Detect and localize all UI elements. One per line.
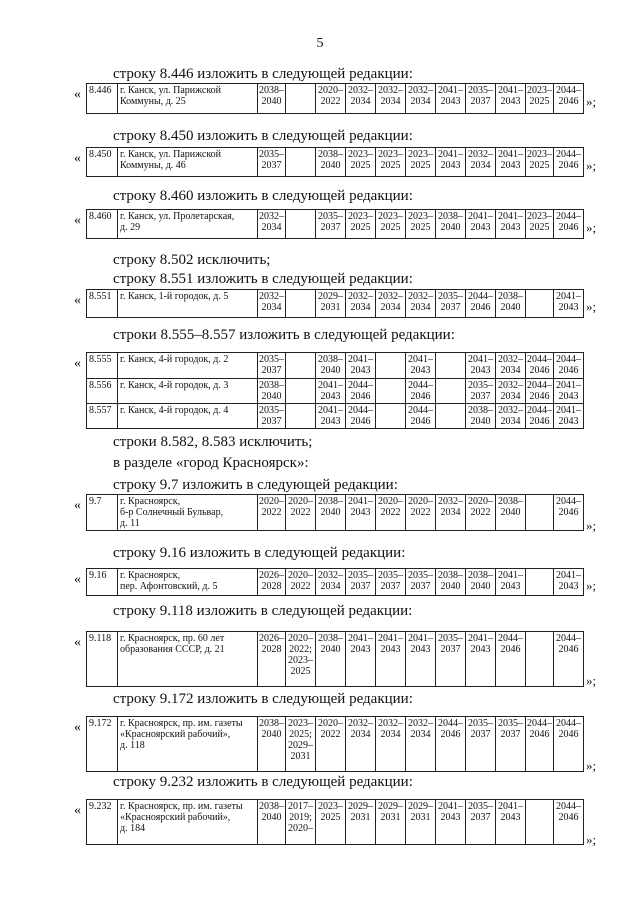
instruction-line: строку 8.460 изложить в следующей редакции:	[113, 188, 413, 204]
period-cell: 2020– 2022	[316, 717, 346, 772]
period-cell: 2032– 2034	[346, 84, 376, 114]
period-cell: 2017– 2019; 2020–	[286, 800, 316, 845]
period-cell: 2035– 2037	[376, 569, 406, 596]
period-cell: 2044– 2046	[527, 380, 552, 402]
period-cell: 2032– 2034	[496, 379, 526, 404]
table-row	[87, 290, 584, 318]
row-number: 8.555	[87, 353, 118, 379]
period-cell: 2035– 2037	[436, 632, 466, 687]
instruction-line: строку 8.502 исключить;	[113, 252, 271, 268]
row-number: 9.172	[87, 717, 118, 772]
close-quote: »;	[586, 220, 597, 235]
page-number: 5	[316, 36, 324, 51]
period-cell: 2032– 2034	[258, 210, 286, 239]
period-cell: 2029– 2031	[316, 290, 346, 318]
address-cell: г. Канск, 4-й городок, д. 4	[118, 404, 258, 429]
table-row	[87, 84, 584, 114]
table-row	[87, 210, 584, 239]
period-cell: 2023– 2025; 2029– 2031	[286, 717, 316, 772]
amendment-table	[86, 209, 584, 239]
address-cell: г. Канск, ул. Парижской Коммуны, д. 25	[118, 84, 258, 114]
period-cell: 2035– 2037	[259, 405, 284, 427]
period-cell: 2041– 2043	[466, 210, 496, 239]
period-cell: 2032– 2034	[406, 717, 436, 772]
period-cell: 2023– 2025	[406, 210, 436, 239]
open-quote: «	[74, 356, 81, 371]
amendment-table	[86, 631, 584, 687]
period-cell: 2044– 2046	[346, 379, 376, 404]
period-cell: 2020– 2022	[316, 84, 346, 114]
period-cell: 2023– 2025	[526, 210, 554, 239]
period-cell	[286, 404, 316, 429]
table-row	[87, 495, 584, 531]
instruction-line: строку 8.446 изложить в следующей редакции:	[113, 66, 413, 82]
address-cell: г. Канск, ул. Пролетарская, д. 29	[118, 210, 258, 239]
period-cell: 2038– 2040	[316, 353, 346, 379]
row-number: 8.446	[87, 84, 118, 114]
address-cell: г. Канск, 1-й городок, д. 5	[118, 290, 258, 318]
row-number: 8.557	[87, 404, 118, 429]
period-cell	[526, 569, 554, 596]
address-cell: г. Канск, ул. Парижской Коммуны, д. 46	[118, 148, 258, 177]
period-cell: 2038– 2040	[436, 210, 466, 239]
address-cell: г. Красноярск, б-р Солнечный Бульвар, д. 11	[118, 495, 258, 531]
period-cell: 2044– 2046	[406, 379, 436, 404]
period-cell: 2035– 2037	[466, 379, 496, 404]
address-cell: г. Красноярск, пер. Афонтовский, д. 5	[118, 569, 258, 596]
period-cell: 2041– 2043	[406, 632, 436, 687]
open-quote: «	[74, 213, 81, 228]
period-cell: 2038– 2040	[496, 495, 526, 531]
period-cell: 2035– 2037	[346, 569, 376, 596]
period-cell: 2032– 2034	[376, 84, 406, 114]
period-cell	[286, 379, 316, 404]
period-cell: 2032– 2034	[496, 353, 526, 379]
period-cell: 2038– 2040	[259, 380, 284, 402]
period-cell: 2032– 2034	[406, 290, 436, 318]
period-cell: 2023– 2025	[376, 148, 406, 177]
period-cell: 2038– 2040	[496, 290, 526, 318]
period-cell: 2032– 2034	[436, 495, 466, 531]
period-cell: 2020– 2022	[376, 495, 406, 531]
period-cell: 2041– 2043	[466, 353, 496, 379]
amendment-table	[86, 568, 584, 596]
row-number: 9.232	[87, 800, 118, 845]
instruction-line: строку 9.7 изложить в следующей редакции:	[113, 477, 398, 493]
period-cell: 2041– 2043	[346, 495, 376, 531]
table-row	[87, 569, 584, 596]
table-row	[87, 717, 584, 772]
period-cell: 2041– 2043	[346, 632, 376, 687]
instruction-line: строку 8.551 изложить в следующей редакции:	[113, 271, 413, 287]
period-cell: 2020– 2022	[286, 495, 316, 531]
open-quote: «	[74, 720, 81, 735]
period-cell	[436, 379, 466, 404]
amendment-table	[86, 352, 584, 429]
period-cell: 2041– 2043	[554, 404, 584, 429]
period-cell	[436, 353, 466, 379]
row-number: 8.460	[87, 210, 118, 239]
period-cell: 2035– 2037	[496, 717, 526, 772]
table-row	[87, 800, 584, 845]
period-cell: 2038– 2040	[316, 148, 346, 177]
period-cell: 2044– 2046	[466, 290, 496, 318]
period-cell: 2044– 2046	[554, 495, 584, 531]
period-cell	[286, 148, 316, 177]
period-cell: 2032– 2034	[316, 569, 346, 596]
period-cell: 2038– 2040	[466, 404, 496, 429]
period-cell: 2038– 2040	[258, 717, 286, 772]
period-cell: 2044– 2046	[554, 210, 584, 239]
close-quote: »;	[586, 673, 597, 688]
period-cell: 2032– 2034	[346, 717, 376, 772]
period-cell	[526, 290, 554, 318]
period-cell: 2020– 2022	[406, 495, 436, 531]
period-cell: 2032– 2034	[376, 290, 406, 318]
close-quote: »;	[586, 758, 597, 773]
close-quote: »;	[586, 518, 597, 533]
period-cell	[436, 404, 466, 429]
instruction-line: строку 9.232 изложить в следующей редакции:	[113, 774, 413, 790]
open-quote: «	[74, 803, 81, 818]
close-quote: »;	[586, 158, 597, 173]
period-cell: 2038– 2040	[258, 84, 286, 114]
period-cell: 2041– 2043	[554, 379, 584, 404]
address-cell: г. Канск, 4-й городок, д. 3	[118, 379, 258, 404]
period-cell: 2029– 2031	[376, 800, 406, 845]
period-cell: 2041– 2043	[436, 84, 466, 114]
open-quote: «	[74, 572, 81, 587]
open-quote: «	[74, 635, 81, 650]
close-quote: »;	[586, 299, 597, 314]
address-cell: г. Красноярск, пр. им. газеты «Красноярский рабочий», д. 118	[118, 717, 258, 772]
period-cell: 2041– 2043	[496, 148, 526, 177]
period-cell: 2044– 2046	[527, 405, 552, 427]
period-cell: 2035– 2037	[436, 290, 466, 318]
period-cell: 2044– 2046	[406, 404, 436, 429]
open-quote: «	[74, 293, 81, 308]
period-cell: 2032– 2034	[346, 290, 376, 318]
period-cell: 2038– 2040	[316, 495, 346, 531]
period-cell: 2023– 2025	[376, 210, 406, 239]
instruction-line: строку 8.450 изложить в следующей редакции:	[113, 128, 413, 144]
period-cell: 2041– 2043	[376, 632, 406, 687]
row-number: 8.551	[87, 290, 118, 318]
period-cell	[526, 800, 554, 845]
period-cell: 2035– 2037	[258, 148, 286, 177]
period-cell: 2023– 2025	[526, 148, 554, 177]
period-cell: 2044– 2046	[554, 800, 584, 845]
period-cell: 2041– 2043	[496, 84, 526, 114]
period-cell: 2029– 2031	[406, 800, 436, 845]
period-cell: 2032– 2034	[406, 84, 436, 114]
period-cell: 2041– 2043	[316, 379, 346, 404]
period-cell: 2035– 2037	[406, 569, 436, 596]
period-cell: 2035– 2037	[466, 717, 496, 772]
period-cell	[286, 353, 316, 379]
period-cell: 2041– 2043	[436, 800, 466, 845]
period-cell	[526, 632, 554, 687]
address-cell: г. Красноярск, пр. им. газеты «Красноярский рабочий», д. 184	[118, 800, 258, 845]
instruction-line: строку 9.172 изложить в следующей редакции:	[113, 691, 413, 707]
period-cell: 2041– 2043	[496, 210, 526, 239]
period-cell: 2035– 2037	[258, 353, 286, 379]
period-cell: 2041– 2043	[406, 353, 436, 379]
table-row	[87, 632, 584, 687]
open-quote: «	[74, 498, 81, 513]
period-cell: 2020– 2022; 2023– 2025	[286, 632, 316, 687]
instruction-line: строку 9.16 изложить в следующей редакции:	[113, 545, 406, 561]
period-cell: 2038– 2040	[466, 569, 496, 596]
instruction-line: строки 8.582, 8.583 исключить;	[113, 434, 313, 450]
period-cell: 2020– 2022	[286, 569, 316, 596]
row-number: 8.556	[87, 379, 118, 404]
period-cell: 2044– 2046	[526, 717, 554, 772]
period-cell: 2044– 2046	[554, 632, 584, 687]
close-quote: »;	[586, 94, 597, 109]
period-cell: 2032– 2034	[376, 717, 406, 772]
period-cell: 2026– 2028	[258, 632, 286, 687]
table-row	[87, 379, 584, 404]
period-cell: 2044– 2046	[554, 148, 584, 177]
period-cell: 2035– 2037	[316, 210, 346, 239]
period-cell	[526, 495, 554, 531]
period-cell: 2044– 2046	[496, 632, 526, 687]
period-cell: 2026– 2028	[258, 569, 286, 596]
amendment-table	[86, 289, 584, 318]
row-number: 8.450	[87, 148, 118, 177]
period-cell: 2032– 2034	[466, 148, 496, 177]
period-cell: 2044– 2046	[346, 404, 376, 429]
period-cell: 2041– 2043	[316, 404, 346, 429]
close-quote: »;	[586, 832, 597, 847]
period-cell: 2038– 2040	[316, 632, 346, 687]
table-row	[87, 148, 584, 177]
period-cell: 2041– 2043	[346, 353, 376, 379]
period-cell: 2041– 2043	[466, 632, 496, 687]
period-cell: 2044– 2046	[436, 717, 466, 772]
period-cell	[286, 210, 316, 239]
period-cell	[286, 290, 316, 318]
period-cell: 2023– 2025	[526, 84, 554, 114]
period-cell: 2044– 2046	[526, 353, 554, 379]
period-cell: 2044– 2046	[554, 353, 584, 379]
period-cell: 2035– 2037	[466, 800, 496, 845]
period-cell: 2023– 2025	[346, 210, 376, 239]
open-quote: «	[74, 151, 81, 166]
amendment-table	[86, 716, 584, 772]
instruction-line: строки 8.555–8.557 изложить в следующей редакции:	[113, 327, 455, 343]
instruction-line: строку 9.118 изложить в следующей редакции:	[113, 603, 413, 619]
address-cell: г. Канск, 4-й городок, д. 2	[118, 353, 258, 379]
period-cell: 2023– 2025	[316, 800, 346, 845]
row-number: 9.16	[87, 569, 118, 596]
period-cell: 2044– 2046	[554, 717, 584, 772]
period-cell: 2038– 2040	[436, 569, 466, 596]
close-quote: »;	[586, 578, 597, 593]
amendment-table	[86, 147, 584, 177]
period-cell: 2035– 2037	[466, 84, 496, 114]
period-cell: 2020– 2022	[258, 495, 286, 531]
amendment-table	[86, 83, 584, 114]
period-cell: 2032– 2034	[496, 404, 526, 429]
open-quote: «	[74, 87, 81, 102]
period-cell: 2032– 2034	[258, 290, 286, 318]
period-cell: 2041– 2043	[496, 569, 526, 596]
amendment-table	[86, 799, 584, 845]
period-cell: 2041– 2043	[554, 290, 584, 318]
address-cell: г. Красноярск, пр. 60 лет образования СССР, д. 21	[118, 632, 258, 687]
instruction-line: в разделе «город Красноярск»:	[113, 455, 309, 471]
period-cell: 2038– 2040	[258, 800, 286, 845]
period-cell: 2020– 2022	[466, 495, 496, 531]
row-number: 9.7	[87, 495, 118, 531]
period-cell: 2041– 2043	[496, 800, 526, 845]
period-cell	[286, 84, 316, 114]
amendment-table	[86, 494, 584, 531]
table-row	[87, 353, 584, 379]
period-cell: 2029– 2031	[346, 800, 376, 845]
period-cell: 2041– 2043	[554, 569, 584, 596]
period-cell: 2023– 2025	[406, 148, 436, 177]
row-number: 9.118	[87, 632, 118, 687]
period-cell: 2041– 2043	[436, 148, 466, 177]
period-cell: 2023– 2025	[346, 148, 376, 177]
period-cell: 2044– 2046	[554, 84, 584, 114]
period-cell	[376, 379, 406, 404]
period-cell	[376, 353, 406, 379]
period-cell	[376, 404, 406, 429]
table-row	[87, 404, 584, 429]
